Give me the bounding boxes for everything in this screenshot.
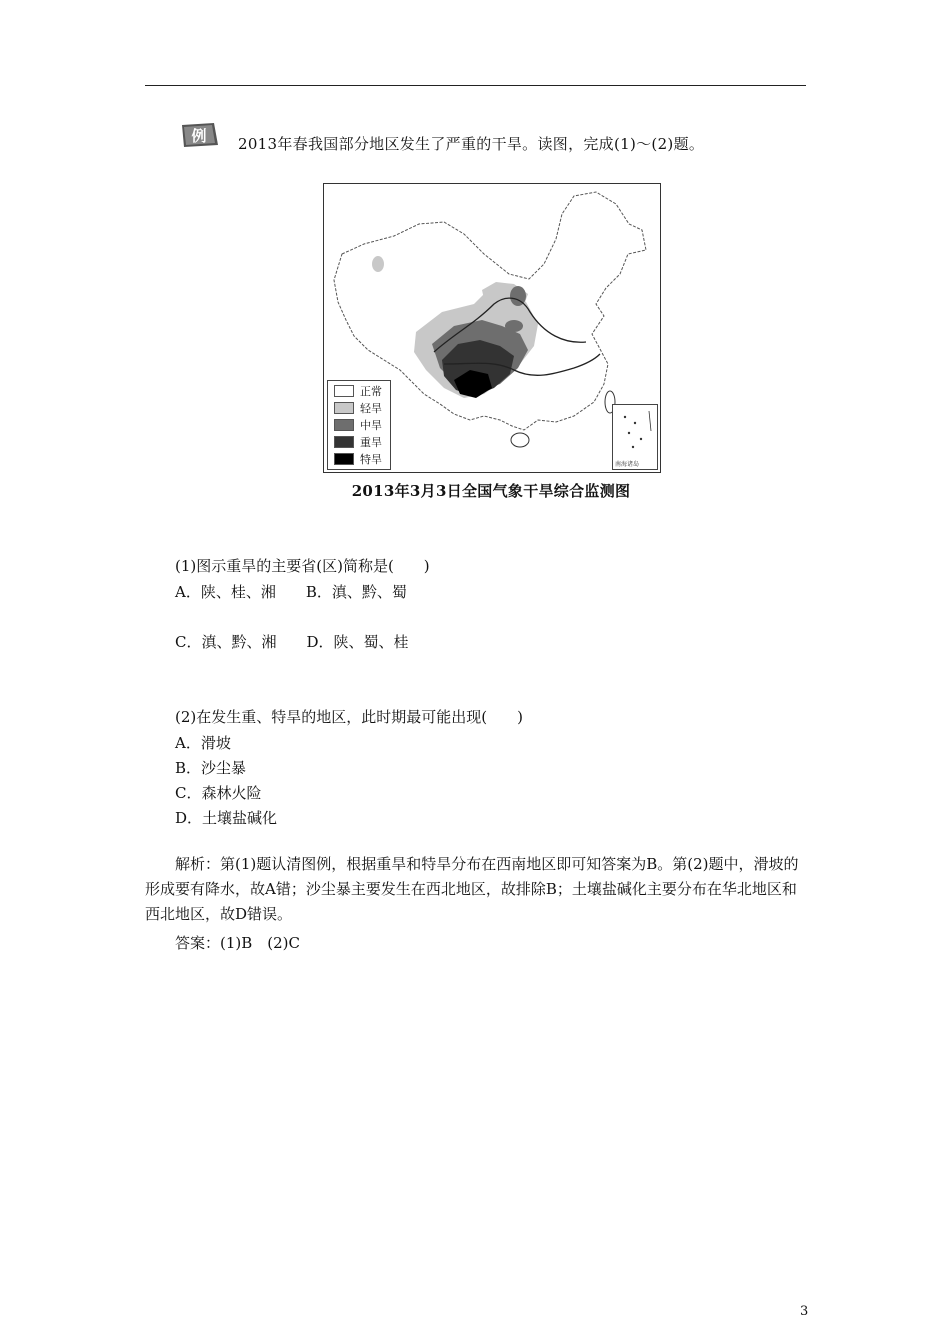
- legend-swatch-severe: [334, 436, 354, 448]
- map-legend: [327, 380, 391, 470]
- legend-swatch-extreme: [334, 453, 354, 465]
- hainan-island: [511, 433, 529, 447]
- legend-swatch-normal: [334, 385, 354, 397]
- q2-option-d: D．土壤盐碱化: [175, 809, 278, 827]
- drought-map: [323, 183, 661, 473]
- legend-item-light: [334, 401, 382, 415]
- q1-options-line1: A．陕、桂、湘 B．滇、黔、蜀: [175, 583, 407, 601]
- legend-item-extreme: [334, 452, 382, 466]
- moderate-drought-shanxi: [505, 320, 523, 332]
- header-rule: [145, 85, 806, 86]
- example-badge-label: 例: [191, 127, 207, 145]
- legend-label-moderate: 中旱: [360, 419, 382, 432]
- q1-options-line2: C．滇、黔、湘 D．陕、蜀、桂: [175, 633, 409, 651]
- legend-item-moderate: [334, 418, 382, 432]
- q1-stem: (1)图示重旱的主要省(区)简称是( ): [175, 557, 430, 575]
- page-number: 3: [800, 1304, 809, 1319]
- legend-item-normal: [334, 384, 382, 398]
- legend-label-light: 轻旱: [360, 402, 382, 415]
- legend-label-severe: 重旱: [360, 436, 382, 449]
- example-intro: 2013年春我国部分地区发生了严重的干旱。读图，完成(1)～(2)题。: [238, 135, 705, 153]
- q2-option-b: B．沙尘暴: [175, 759, 247, 777]
- legend-label-extreme: 特旱: [360, 453, 382, 466]
- q2-option-a: A．滑坡: [175, 734, 231, 752]
- light-drought-xinjiang: [372, 256, 384, 272]
- legend-label-normal: 正常: [360, 385, 382, 398]
- answer-line: 答案：(1)B (2)C: [175, 934, 300, 952]
- map-caption: 2013年3月3日全国气象干旱综合监测图: [351, 482, 631, 500]
- legend-swatch-moderate: [334, 419, 354, 431]
- q2-stem: (2)在发生重、特旱的地区，此时期最可能出现( ): [175, 708, 523, 726]
- example-badge: [178, 121, 220, 149]
- legend-swatch-light: [334, 402, 354, 414]
- legend-item-severe: [334, 435, 382, 449]
- analysis-paragraph: 解析：第(1)题认清图例，根据重旱和特旱分布在西南地区即可知答案为B。第(2)题中，滑坡的形成要有降水，故A错；沙尘暴主要发生在西北地区，故排除B；土壤盐碱化主要分布在华北地区和西北地区，故D错误。: [145, 855, 799, 923]
- inset-label: 南海诸岛: [615, 461, 640, 468]
- q2-option-c: C．森林火险: [175, 784, 262, 802]
- south-china-sea-inset: [612, 404, 658, 470]
